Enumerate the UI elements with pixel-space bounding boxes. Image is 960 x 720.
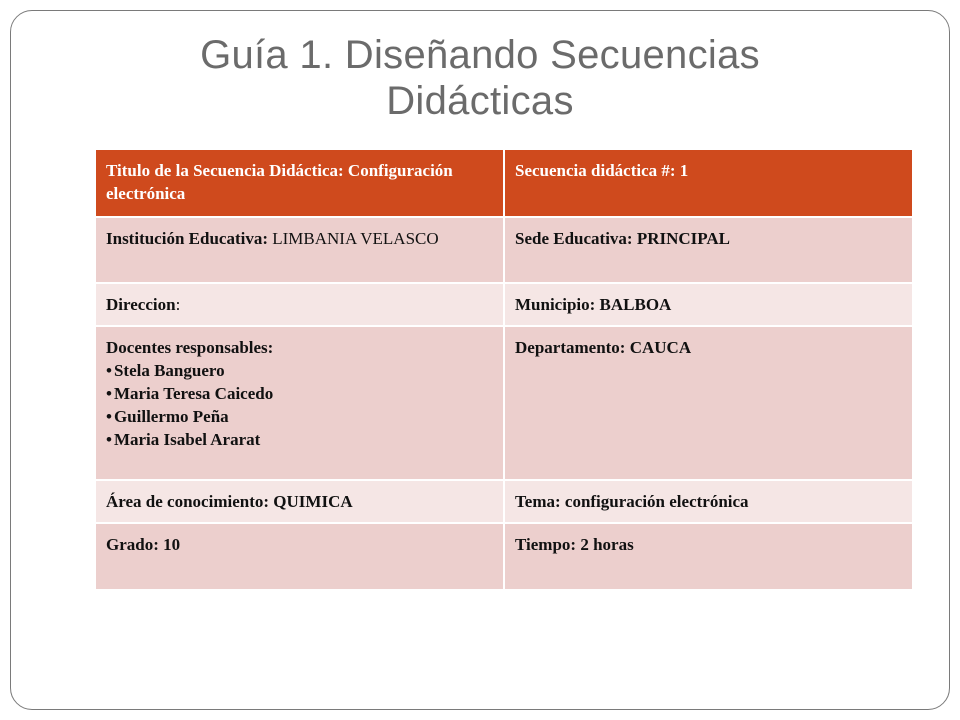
sequence-info-table <box>96 150 912 589</box>
cell-sequence-number <box>504 150 912 217</box>
grado-text: Grado: 10 <box>106 535 181 554</box>
area-text: Área de conocimiento: QUIMICA <box>106 492 353 511</box>
cell-grado <box>96 523 504 589</box>
tema-text: Tema: configuración electrónica <box>515 492 749 511</box>
cell-address <box>96 283 504 326</box>
cell-departamento <box>504 326 912 480</box>
cell-institution <box>96 217 504 283</box>
address-label: Direccion <box>106 295 176 314</box>
departamento-text: Departamento: CAUCA <box>515 338 692 357</box>
cell-docentes <box>96 326 504 480</box>
table-row-institution <box>96 217 912 283</box>
tiempo-text: Tiempo: 2 horas <box>515 535 634 554</box>
list-item: • Maria Isabel Ararat <box>106 428 493 451</box>
table-row-area <box>96 480 912 523</box>
docentes-list <box>106 359 493 451</box>
table-row-grado <box>96 523 912 589</box>
institution-value: LIMBANIA VELASCO <box>272 229 439 248</box>
table-row-header <box>96 150 912 217</box>
slide-title-line-1: Guía 1. Diseñando Secuencias <box>200 33 760 77</box>
list-item: • Maria Teresa Caicedo <box>106 382 493 405</box>
list-item: • Guillermo Peña <box>106 405 493 428</box>
cell-sequence-title <box>96 150 504 217</box>
cell-tema <box>504 480 912 523</box>
docentes-label: Docentes responsables: <box>106 338 274 357</box>
sede-text: Sede Educativa: PRINCIPAL <box>515 229 731 248</box>
table-row-docentes <box>96 326 912 480</box>
slide-title-line-2: Didácticas <box>386 79 574 123</box>
sequence-number-text: Secuencia didáctica #: 1 <box>515 161 689 180</box>
institution-label: Institución Educativa: <box>106 229 268 248</box>
slide-title <box>0 32 960 124</box>
address-value: : <box>175 295 181 314</box>
list-item: • Stela Banguero <box>106 359 493 382</box>
municipio-text: Municipio: BALBOA <box>515 295 672 314</box>
cell-area <box>96 480 504 523</box>
cell-sede <box>504 217 912 283</box>
cell-municipio <box>504 283 912 326</box>
sequence-title-text: Titulo de la Secuencia Didáctica: Configuración electrónica <box>106 161 453 203</box>
table-row-address <box>96 283 912 326</box>
cell-tiempo <box>504 523 912 589</box>
